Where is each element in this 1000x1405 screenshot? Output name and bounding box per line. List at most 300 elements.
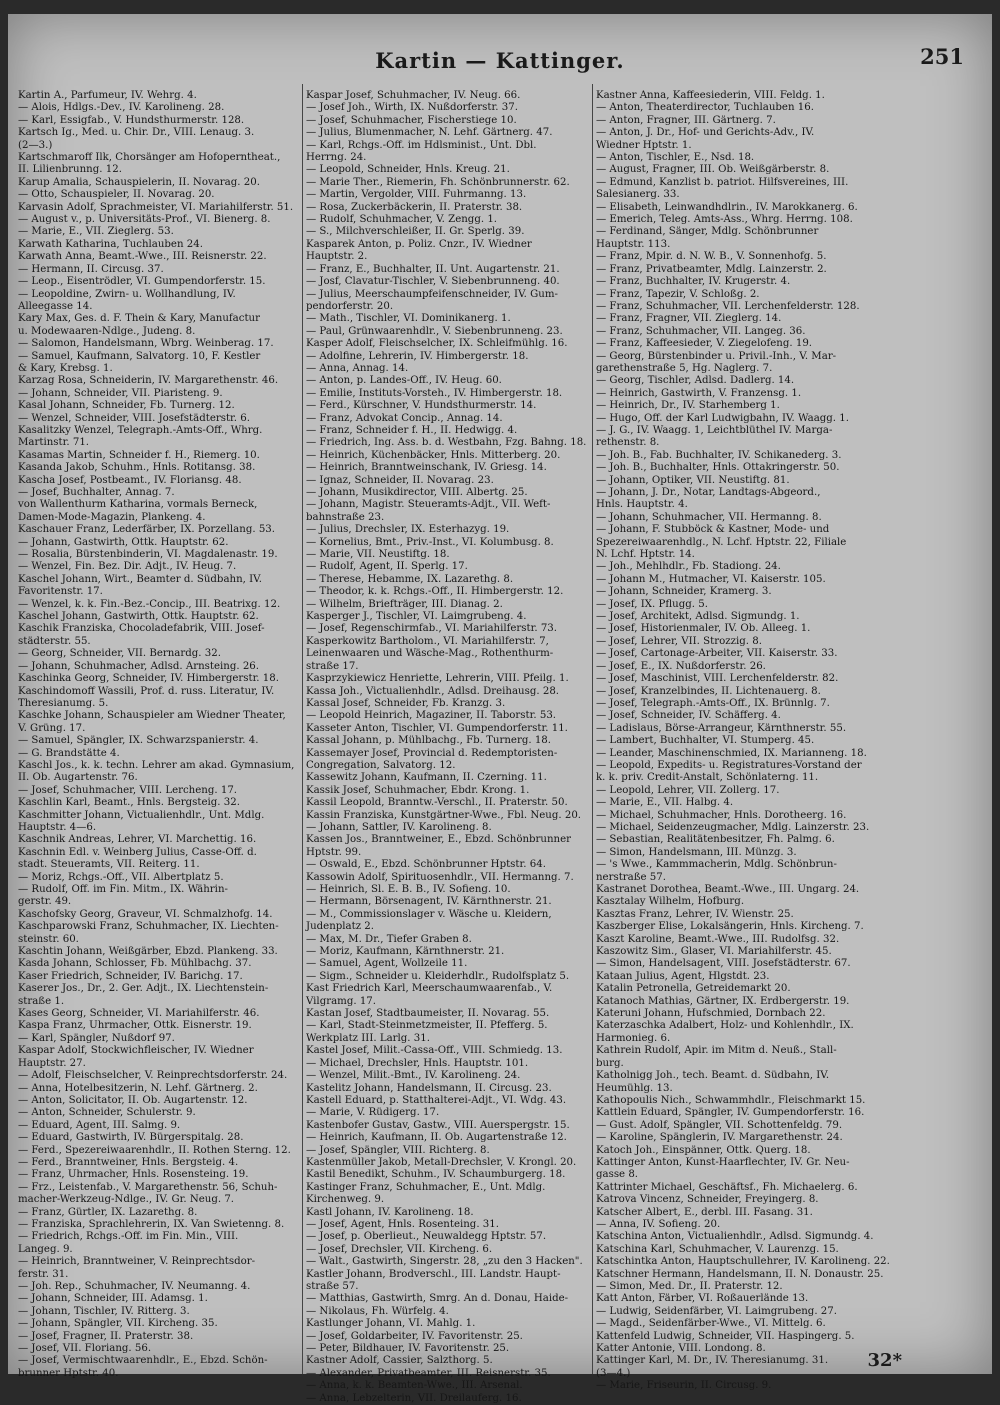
directory-entry: — Wenzel, k. k. Fin.-Bez.-Concip., III. Beatrixg. 12. xyxy=(18,598,281,610)
directory-entry: Kassik Josef, Schuhmacher, Ebdr. Krong. 1. xyxy=(306,784,530,796)
directory-entry: — Max, M. Dr., Tiefer Graben 8. xyxy=(306,933,472,945)
directory-entry: — Johann, Optiker, VII. Neustiftg. 81. xyxy=(596,474,790,486)
directory-entry: — Ferd., Kürschner, V. Hundsthurmerstr. 14. xyxy=(306,400,537,412)
directory-entry: städterstr. 55. xyxy=(18,635,91,647)
directory-entry: — Franz, Buchhalter, IV. Krugerstr. 4. xyxy=(596,276,791,288)
directory-entry: Kast Friedrich Karl, Meerschaumwaarenfab., V. xyxy=(306,983,553,995)
directory-entry: — Johann, Schneider, Kramerg. 3. xyxy=(596,586,772,598)
directory-entry: V. Grüng. 17. xyxy=(18,722,86,734)
directory-entry: Vilgramg. 17. xyxy=(306,995,377,1007)
directory-entry: — Walt., Gastwirth, Singerstr. 28, „zu den 3 Hacken". xyxy=(306,1256,583,1268)
directory-entry: Spezereiwaarenhdlg., N. Lchf. Hptstr. 22, Filiale xyxy=(596,536,847,548)
directory-entry: gerstr. 49. xyxy=(18,896,72,908)
column-3 xyxy=(596,90,896,1393)
directory-entry: — Frz., Leistenfab., V. Margarethenstr. 56, Schuh- xyxy=(18,1181,278,1193)
directory-entry: Kataan Julius, Agent, Hlgstdt. 23. xyxy=(596,970,770,982)
directory-entry: Karup Amalia, Schauspielerin, II. Novarag. 20. xyxy=(18,176,260,188)
directory-entry: Kasseter Anton, Tischler, VI. Gumpendorferstr. 11. xyxy=(306,722,568,734)
directory-entry: Kascha Josef, Postbeamt., IV. Floriansg. 48. xyxy=(18,474,242,486)
directory-entry: — Salomon, Handelsmann, Wbrg. Weinberag. 17. xyxy=(18,338,274,350)
directory-entry: Kaschmitter Johann, Victualienhdlr., Unt. Mdlg. xyxy=(18,809,265,821)
directory-entry: — Joh. B., Fab. Buchhalter, IV. Schikanederg. 3. xyxy=(596,449,842,461)
directory-entry: — G. Brandstätte 4. xyxy=(18,747,120,759)
directory-entry: — Leopold, Lehrer, VII. Zollerg. 17. xyxy=(596,784,780,796)
directory-entry: Kassowin Adolf, Spirituosenhdlr., VII. Hermanng. 7. xyxy=(306,871,574,883)
directory-entry: Katschina Karl, Schuhmacher, V. Laurenzg. 15. xyxy=(596,1243,839,1255)
directory-entry: Kasamas Martin, Schneider f. H., Riemerg. 10. xyxy=(18,449,260,461)
directory-entry: — 's Wwe., Kammmacherin, Mdlg. Schönbrun- xyxy=(596,859,837,871)
directory-entry: — Marie, Friseurin, II. Circusg. 9. xyxy=(596,1380,772,1392)
directory-entry: Kaschindomoff Wassili, Prof. d. russ. Literatur, IV. xyxy=(18,685,275,697)
directory-entry: Karzag Rosa, Schneiderin, IV. Margarethenstr. 46. xyxy=(18,375,279,387)
directory-entry: Kasda Johann, Schlosser, Fb. Mühlbachg. 37. xyxy=(18,958,252,970)
directory-entry: Kaszt Karoline, Beamt.-Wwe., III. Rudolfsg. 32. xyxy=(596,933,840,945)
directory-entry: — Wenzel, Fin. Bez. Dir. Adjt., IV. Heug. 7. xyxy=(18,561,237,573)
directory-entry: — Math., Tischler, VI. Dominikanerg. 1. xyxy=(306,313,511,325)
directory-entry: — Karl, Rchgs.-Off. im Hdlsminist., Unt. Dbl. xyxy=(306,139,537,151)
directory-entry: Harmonieg. 6. xyxy=(596,1032,671,1044)
directory-entry: — Emilie, Instituts-Vorsteh., IV. Himbergerstr. 18. xyxy=(306,387,563,399)
signature-mark: 32* xyxy=(867,1350,902,1371)
directory-entry: Kassen Jos., Branntweiner, E., Ebzd. Schönbrunner xyxy=(306,834,571,846)
directory-entry: — Josef, Architekt, Adlsd. Sigmundg. 1. xyxy=(596,611,800,623)
directory-entry: — Julius, Blumenmacher, N. Lehf. Gärtnerg. 47. xyxy=(306,127,553,139)
directory-entry: Katscher Albert, E., derbl. III. Fasang. 31. xyxy=(596,1206,813,1218)
directory-entry: Martinstr. 71. xyxy=(18,437,90,449)
directory-entry: — Heinrich, Kaufmann, II. Ob. Augartenstraße 12. xyxy=(306,1132,567,1144)
directory-entry: Kartin A., Parfumeur, IV. Wehrg. 4. xyxy=(18,90,197,101)
directory-entry: — Georg, Schneider, VII. Bernardg. 32. xyxy=(18,648,221,660)
directory-entry: Kasparek Anton, p. Poliz. Cnzr., IV. Wiedner xyxy=(306,238,532,250)
directory-entry: — Anna, k. k. Beamten-Wwe., III. Arsenal. xyxy=(306,1380,523,1392)
directory-entry: — Franz, Gürtler, IX. Lazarethg. 8. xyxy=(18,1206,198,1218)
directory-entry: — Paul, Grünwaarenhdlr., V. Siebenbrunneng. 23. xyxy=(306,325,563,337)
directory-entry: — Martin, Vergolder, VIII. Fuhrmanng. 13. xyxy=(306,189,527,201)
directory-entry: — Wilhelm, Briefträger, III. Dianag. 2. xyxy=(306,598,503,610)
directory-entry: — Franz, Kaffeesieder, V. Ziegelofeng. 19. xyxy=(596,338,813,350)
directory-entry: — Peter, Bildhauer, IV. Favoritenstr. 25. xyxy=(306,1343,510,1355)
directory-entry: — Heinrich, Branntweinschank, IV. Griesg. 14. xyxy=(306,462,547,474)
directory-entry: — Anton, Schneider, Schulerstr. 9. xyxy=(18,1107,196,1119)
directory-entry: — Josef, VII. Floriang. 56. xyxy=(18,1343,152,1355)
directory-entry: — Hermann, II. Circusg. 37. xyxy=(18,263,164,275)
directory-entry: Kaschnin Edl. v. Weinberg Julius, Casse-Off. d. xyxy=(18,846,257,858)
directory-entry: Kasanda Jakob, Schuhm., Hnls. Rotitansg. 38. xyxy=(18,462,256,474)
directory-entry: — Johann, F. Stubböck & Kastner, Mode- und xyxy=(596,524,830,536)
directory-entry: — Friedrich, Ing. Ass. b. d. Westbahn, Fzg. Bahng. 18. xyxy=(306,437,587,449)
directory-entry: — Anna, Lebzelterin, VII. Dreilauferg. 16. xyxy=(306,1392,522,1404)
directory-entry: — Nikolaus, Fh. Würfelg. 4. xyxy=(306,1305,449,1317)
directory-entry: Hnls. Hauptstr. 4. xyxy=(596,499,688,511)
directory-entry: Heumühlg. 13. xyxy=(596,1082,673,1094)
directory-entry: — Friedrich, Rchgs.-Off. im Fin. Min., VIII. xyxy=(18,1231,239,1243)
directory-entry: straße 57. xyxy=(306,1281,359,1292)
directory-entry: Katter Antonie, VIII. Londong. 8. xyxy=(596,1343,766,1355)
directory-entry: — Karl, Stadt-Steinmetzmeister, II. Pfefferg. 5. xyxy=(306,1020,548,1032)
directory-entry: Kaspar Adolf, Stockwichfleischer, IV. Wiedner xyxy=(18,1045,254,1057)
directory-entry: — Anton, Fragner, III. Gärtnerg. 7. xyxy=(596,114,776,126)
directory-entry: Karwath Katharina, Tuchlauben 24. xyxy=(18,238,203,250)
running-head: Kartin — Kattinger. xyxy=(375,48,625,73)
directory-entry: — Heinrich, Küchenbäcker, Hnls. Mitterberg. 20. xyxy=(306,449,561,461)
directory-entry: — Adolfine, Lehrerin, IV. Himbergerstr. 18. xyxy=(306,350,529,362)
directory-entry: — Magd., Seidenfärber-Wwe., VI. Mittelg. 6. xyxy=(596,1318,826,1330)
directory-entry: — Anton, Solicitator, II. Ob. Augartenstr. 12. xyxy=(18,1094,248,1106)
directory-entry: — Josef, Goldarbeiter, IV. Favoritenstr. 25. xyxy=(306,1330,523,1342)
directory-entry: — Franziska, Sprachlehrerin, IX. Van Swietenng. 8. xyxy=(18,1218,285,1230)
directory-entry: — M., Commissionslager v. Wäsche u. Kleidern, xyxy=(306,908,552,920)
directory-entry: Katalin Petronella, Getreidemarkt 20. xyxy=(596,983,791,995)
directory-entry: — Josef, Lehrer, VII. Strozzig. 8. xyxy=(596,635,762,647)
directory-entry: — Anna, IV. Sofieng. 20. xyxy=(596,1218,721,1230)
directory-entry: Katoch Joh., Einspänner, Ottk. Querg. 18. xyxy=(596,1144,811,1156)
directory-entry: — Leopold Heinrich, Magaziner, II. Taborstr. 53. xyxy=(306,710,557,722)
directory-entry: — Elisabeth, Leinwandhdlrin., IV. Marokkanerg. 6. xyxy=(596,201,858,213)
directory-entry: — Johann, Schuhmacher, VII. Hermanng. 8. xyxy=(596,511,822,523)
directory-entry: — Marie, VII. Neustiftg. 18. xyxy=(306,549,450,561)
directory-entry: Kasal Johann, Schneider, Fb. Turnerg. 12. xyxy=(18,400,235,412)
directory-entry: Kastil Benedikt, Schuhm., IV. Schaumburgerg. 18. xyxy=(306,1169,566,1181)
directory-entry: — Samuel, Kaufmann, Salvatorg. 10, F. Kestler xyxy=(18,350,261,362)
directory-entry: gasse 8. xyxy=(596,1169,639,1181)
directory-entry: Werkplatz III. Larlg. 31. xyxy=(306,1032,430,1044)
directory-entry: — Ladislaus, Börse-Arrangeur, Kärnthnerstr. 55. xyxy=(596,722,847,734)
directory-entry: — Josef, Regenschirmfab., VI. Mariahilferstr. 73. xyxy=(306,623,558,635)
directory-entry: Kartsch Ig., Med. u. Chir. Dr., VIII. Lenaug. 3. xyxy=(18,127,255,139)
directory-entry: Alleegasse 14. xyxy=(18,300,93,312)
directory-entry: brunner Hptstr. 40. xyxy=(18,1367,119,1379)
directory-entry: — Ludwig, Seidenfärber, VI. Laimgrubeng. 27. xyxy=(596,1305,837,1317)
directory-entry: — Johann, Tischler, IV. Ritterg. 3. xyxy=(18,1305,190,1317)
directory-entry: Kastner Adolf, Cassier, Salzthorg. 5. xyxy=(306,1355,493,1367)
directory-entry: Kastler Johann, Brodverschl., III. Landstr. Haupt- xyxy=(306,1268,561,1280)
directory-entry: Katholnigg Joh., tech. Beamt. d. Südbahn, IV. xyxy=(596,1070,830,1082)
directory-entry: Kaspar Josef, Schuhmacher, IV. Neug. 66. xyxy=(306,90,521,101)
directory-entry: — Therese, Hebamme, IX. Lazarethg. 8. xyxy=(306,573,514,585)
directory-entry: Kases Georg, Schneider, VI. Mariahilferstr. 46. xyxy=(18,1008,260,1020)
directory-entry: Katerzaschka Adalbert, Holz- und Kohlenhdlr., IX. xyxy=(596,1020,854,1032)
directory-entry: Kaschtin Johann, Weißgärber, Ebzd. Plankeng. 33. xyxy=(18,946,278,958)
directory-entry: — Anton, Theaterdirector, Tuchlauben 16. xyxy=(596,102,814,114)
directory-entry: Kirchenweg. 9. xyxy=(306,1194,385,1206)
directory-entry: Katt Anton, Färber, VI. Roßauerlände 13. xyxy=(596,1293,809,1305)
directory-entry: II. Lilienbrunng. 12. xyxy=(18,164,122,176)
directory-entry: Kaschel Johann, Gastwirth, Ottk. Hauptstr. 62. xyxy=(18,611,259,623)
directory-entry: — Anton, J. Dr., Hof- und Gerichts-Adv., IV. xyxy=(596,127,815,139)
column-2 xyxy=(306,90,596,1405)
directory-entry: — Marie, E., VII. Zieglerg. 53. xyxy=(18,226,174,238)
directory-entry: — Joh., Mehlhdlr., Fb. Stadiong. 24. xyxy=(596,561,781,573)
directory-entry: Kaschinka Georg, Schneider, IV. Himbergerstr. 18. xyxy=(18,673,279,685)
directory-entry: — Moriz, Rchgs.-Off., VII. Albertplatz 5. xyxy=(18,871,224,883)
directory-entry: — Rosa, Zuckerbäckerin, II. Praterstr. 38. xyxy=(306,201,523,213)
directory-entry: — Theodor, k. k. Rchgs.-Off., II. Himbergerstr. 12. xyxy=(306,586,564,598)
directory-entry: — Josef Joh., Wirth, IX. Nußdorferstr. 37. xyxy=(306,102,518,114)
directory-entry: — Franz, Schneider f. H., II. Hedwigg. 4. xyxy=(306,424,518,436)
directory-entry: — Franz, Fragner, VII. Zieglerg. 14. xyxy=(596,313,782,325)
directory-entry: Katschintka Anton, Hauptschullehrer, IV. Karolineng. 22. xyxy=(596,1256,890,1268)
directory-entry: Leinenwaaren und Wäsche-Mag., Rothenthurm- xyxy=(306,648,554,660)
directory-entry: — Alexander, Privatbeamter, III. Reisnerstr. 35. xyxy=(306,1367,551,1379)
directory-entry: — Adolf, Fleischselcher, V. Reinprechtsdorferstr. 24. xyxy=(18,1070,288,1082)
directory-entry: — Sigm., Schneider u. Kleiderhdlr., Rudolfsplatz 5. xyxy=(306,970,570,982)
directory-entry: Kasperkowitz Bartholom., VI. Mariahilferstr. 7, xyxy=(306,635,549,647)
directory-entry: Hauptstr. 27. xyxy=(18,1057,86,1069)
directory-entry: — Leopoldine, Zwirn- u. Wollhandlung, IV. xyxy=(18,288,236,300)
directory-entry: — Gust. Adolf, Spängler, VII. Schottenfeldg. 79. xyxy=(596,1119,843,1131)
directory-entry: Kastel Josef, Milit.-Cassa-Off., VIII. Schmiedg. 13. xyxy=(306,1045,563,1057)
directory-entry: — Franz, Privatbeamter, Mdlg. Lainzerstr. 2. xyxy=(596,263,827,275)
directory-entry: — Josef, Historienmaler, IV. Ob. Alleeg. 1. xyxy=(596,623,811,635)
directory-entry: Kastlunger Johann, VI. Mahlg. 1. xyxy=(306,1318,476,1330)
directory-entry: — Matthias, Gastwirth, Smrg. An d. Donau, Haide- xyxy=(306,1293,569,1305)
directory-entry: — Josef, Agent, Hnls. Rosenteing. 31. xyxy=(306,1218,499,1230)
directory-entry: Kassemayer Josef, Provincial d. Redemptoristen- xyxy=(306,747,558,759)
directory-entry: — Moriz, Kaufmann, Kärnthnerstr. 21. xyxy=(306,946,505,958)
directory-entry: Kassewitz Johann, Kaufmann, II. Czerning. 11. xyxy=(306,772,547,784)
directory-entry: Langeg. 9. xyxy=(18,1243,73,1255)
directory-entry: — Joh. B., Buchhalter, Hnls. Ottakringerstr. 50. xyxy=(596,462,840,474)
directory-entry: Kaschke Johann, Schauspieler am Wiedner Theater, xyxy=(18,710,286,722)
directory-entry: Kateruni Johann, Hufschmied, Dornbach 22. xyxy=(596,1008,826,1020)
directory-entry: Kathrein Rudolf, Apir. im Mitm d. Neuß., Stall- xyxy=(596,1045,837,1057)
directory-entry: — Franz, E., Buchhalter, II. Unt. Augartenstr. 21. xyxy=(306,263,560,275)
directory-entry: Judenplatz 2. xyxy=(306,921,375,933)
directory-entry: — August, Fragner, III. Ob. Weißgärberstr. 8. xyxy=(596,164,830,176)
directory-entry: Favoritenstr. 17. xyxy=(18,586,103,598)
directory-entry: — Rudolf, Agent, II. Sperlg. 17. xyxy=(306,561,468,573)
directory-entry: — Franz, Uhrmacher, Hnls. Rosensteing. 19. xyxy=(18,1169,249,1181)
directory-entry: — Ignaz, Schneider, II. Novarag. 23. xyxy=(306,474,494,486)
directory-entry: — Josef, Schneider, IV. Schäfferg. 4. xyxy=(596,710,781,722)
directory-entry: ferstr. 31. xyxy=(18,1268,69,1280)
directory-entry: — Otto, Schauspieler, II. Novarag. 20. xyxy=(18,189,215,201)
directory-entry: — Josef, Telegraph.-Amts-Off., IX. Brünnlg. 7. xyxy=(596,697,830,709)
directory-entry: Kassil Leopold, Branntw.-Verschl., II. Praterstr. 50. xyxy=(306,797,568,809)
directory-entry: — Josef, Schuhmacher, VIII. Lercheng. 17. xyxy=(18,784,238,796)
directory-entry: — Franz, Schuhmacher, VII. Langeg. 36. xyxy=(596,325,806,337)
directory-entry: Damen-Mode-Magazin, Plankeng. 4. xyxy=(18,511,206,523)
directory-entry: — Franz, Schuhmacher, VII. Lerchenfelderstr. 128. xyxy=(596,300,860,312)
directory-entry: — Hermann, Börsenagent, IV. Kärnthnerstr. 21. xyxy=(306,896,552,908)
directory-entry: — Johann, Schuhmacher, Adlsd. Arnsteing. 26. xyxy=(18,660,260,672)
directory-entry: — Leopold, Schneider, Hnls. Kreug. 21. xyxy=(306,164,510,176)
directory-entry: & Kary, Krebsg. 1. xyxy=(18,362,113,374)
directory-entry: pendorferstr. 20. xyxy=(306,300,394,312)
directory-entry: — Karoline, Spänglerin, IV. Margarethenstr. 24. xyxy=(596,1132,843,1144)
directory-entry: — Josef, Drechsler, VII. Kircheng. 6. xyxy=(306,1243,493,1255)
directory-entry: Kassin Franziska, Kunstgärtner-Wwe., Fbl. Neug. 20. xyxy=(306,809,582,821)
directory-entry: Kattenfeld Ludwig, Schneider, VII. Haspingerg. 5. xyxy=(596,1330,855,1342)
directory-entry: Kattinger Anton, Kunst-Haarflechter, IV. Gr. Neu- xyxy=(596,1156,850,1168)
directory-entry: — Sebastian, Realitätenbesitzer, Fh. Palmg. 6. xyxy=(596,834,835,846)
directory-entry: — Simon, Handelsagent, VIII. Josefstädterstr. 67. xyxy=(596,958,851,970)
directory-entry: Katanoch Mathias, Gärtner, IX. Erdbergerstr. 19. xyxy=(596,995,850,1007)
directory-entry: Kaspa Franz, Uhrmacher, Ottk. Eisnerstr. 19. xyxy=(18,1020,252,1032)
directory-entry: Kastl Johann, IV. Karolineng. 18. xyxy=(306,1206,474,1218)
directory-entry: — Julius, Drechsler, IX. Esterhazyg. 19. xyxy=(306,524,510,536)
directory-entry: Kasalitzky Wenzel, Telegraph.-Amts-Off., Whrg. xyxy=(18,424,263,436)
directory-entry: (2—3.) xyxy=(18,139,53,151)
directory-entry: — Johann, Schneider, III. Adamsg. 1. xyxy=(18,1293,208,1305)
directory-entry: Kathopoulis Nich., Schwammhdlr., Fleischmarkt 15. xyxy=(596,1094,866,1106)
directory-entry: — Rosalia, Bürstenbinderin, VI. Magdalenastr. 19. xyxy=(18,549,278,561)
directory-entry: — Heinrich, Gastwirth, V. Franzensg. 1. xyxy=(596,387,802,399)
directory-entry: — Johann, Spängler, VII. Kircheng. 35. xyxy=(18,1318,218,1330)
directory-entry: — Ferdinand, Sänger, Mdlg. Schönbrunner xyxy=(596,226,819,238)
directory-entry: — Anton, p. Landes-Off., IV. Heug. 60. xyxy=(306,375,502,387)
directory-entry: Kaserer Jos., Dr., 2. Ger. Adjt., IX. Liechtenstein- xyxy=(18,983,269,995)
directory-entry: — Michael, Seidenzeugmacher, Mdlg. Lainzerstr. 23. xyxy=(596,821,870,833)
directory-entry: — Leopold, Expedits- u. Registratures-Vorstand der xyxy=(596,759,862,771)
directory-entry: II. Ob. Augartenstr. 76. xyxy=(18,772,138,784)
directory-entry: — Johann, Magistr. Steueramts-Adjt., VII. Weft- xyxy=(306,499,551,511)
directory-entry: — Johann, Musikdirector, VIII. Albertg. 25. xyxy=(306,487,528,498)
directory-entry: Hauptstr. 4—6. xyxy=(18,821,97,833)
directory-entry: — Anna, Hotelbesitzerin, N. Lehf. Gärtnerg. 2. xyxy=(18,1082,258,1094)
directory-entry: — Emerich, Teleg. Amts-Ass., Whrg. Herrng. 108. xyxy=(596,214,853,226)
directory-entry: Kaschel Johann, Wirt., Beamter d. Südbahn, IV. xyxy=(18,573,262,585)
directory-entry: Kaszberger Elise, Lokalsängerin, Hnls. Kircheng. 7. xyxy=(596,921,864,933)
directory-entry: Kastranet Dorothea, Beamt.-Wwe., III. Ungarg. 24. xyxy=(596,884,860,895)
directory-entry: — Franz, Tapezir, V. Schloßg. 2. xyxy=(596,288,760,300)
directory-entry: Kaschl Jos., k. k. techn. Lehrer am akad. Gymnasium, xyxy=(18,759,295,771)
directory-entry: burg. xyxy=(596,1057,624,1069)
directory-entry: — Marie, E., VII. Halbg. 4. xyxy=(596,797,734,809)
directory-entry: bahnstraße 23. xyxy=(306,511,385,523)
directory-entry: Kaschlin Karl, Beamt., Hnls. Bergsteig. 32. xyxy=(18,797,240,809)
directory-entry: — Franz, Advokat Concip., Annag. 14. xyxy=(306,412,503,424)
directory-entry: Kasprzykiewicz Henriette, Lehrerin, VIII. Pfeilg. 1. xyxy=(306,673,569,685)
directory-entry: — Samuel, Spängler, IX. Schwarzspanierstr. 4. xyxy=(18,735,259,747)
directory-entry: Kattrinter Michael, Geschäftsf., Fh. Michaelerg. 6. xyxy=(596,1181,858,1193)
directory-entry: Kastinger Franz, Schuhmacher, E., Unt. Mdlg. xyxy=(306,1181,546,1193)
directory-entry: Hauptstr. 113. xyxy=(596,238,671,250)
directory-entry: — Oswald, E., Ebzd. Schönbrunner Hptstr. 64. xyxy=(306,859,546,871)
directory-page xyxy=(8,14,992,1404)
directory-entry: — Heinrich, Dr., IV. Starhemberg 1. xyxy=(596,400,780,412)
directory-entry: — Johann, Schneider, VII. Piaristeng. 9. xyxy=(18,387,223,399)
directory-entry: — J. G., IV. Waagg. 1, Leichtblüthel IV. Marga- xyxy=(596,424,833,436)
directory-entry: Hauptstr. 2. xyxy=(306,251,368,263)
directory-entry: — Edmund, Kanzlist b. patriot. Hilfsvereines, III. xyxy=(596,176,849,188)
directory-entry: Kaschnik Andreas, Lehrer, VI. Marchettig. 16. xyxy=(18,834,257,846)
directory-entry: — Samuel, Agent, Wollzeile 11. xyxy=(306,958,468,970)
directory-entry: — Michael, Drechsler, Hnls. Hauptstr. 101. xyxy=(306,1057,529,1069)
directory-entry: Kastelitz Johann, Handelsmann, II. Circusg. 23. xyxy=(306,1082,552,1094)
directory-entry: — Johann, J. Dr., Notar, Landtags-Abgeord., xyxy=(596,487,821,498)
directory-entry: Theresianumg. 5. xyxy=(18,697,109,709)
page-number: 251 xyxy=(920,44,964,69)
directory-entry: — Leander, Maschinenschmied, IX. Marianneng. 18. xyxy=(596,747,867,759)
directory-entry: N. Lchf. Hptstr. 14. xyxy=(596,549,695,561)
directory-entry: — Josef, Schuhmacher, Fischerstiege 10. xyxy=(306,114,517,126)
directory-entry: — Josef, IX. Pflugg. 5. xyxy=(596,598,708,610)
directory-entry: (3—4.) xyxy=(596,1367,631,1379)
directory-entry: straße 17. xyxy=(306,660,359,672)
directory-entry: — Rudolf, Off. im Fin. Mitm., IX. Währin- xyxy=(18,884,228,895)
directory-entry: — Josef, Vermischtwaarenhdlr., E., Ebzd. Schön- xyxy=(18,1355,268,1367)
directory-entry: — Joh. Rep., Schuhmacher, IV. Neumanng. 4. xyxy=(18,1281,251,1292)
directory-entry: — Hugo, Off. der Karl Ludwigbahn, IV. Waagg. 1. xyxy=(596,412,850,424)
directory-entry: rethenstr. 8. xyxy=(596,437,660,449)
directory-entry: von Wallenthurm Katharina, vormals Berneck, xyxy=(18,499,258,511)
directory-entry: Kaschauer Franz, Lederfärber, IX. Porzellang. 53. xyxy=(18,524,276,536)
directory-entry: Kastner Anna, Kaffeesiederin, VIII. Feldg. 1. xyxy=(596,90,825,101)
directory-entry: Congregation, Salvatorg. 12. xyxy=(306,759,456,771)
directory-entry: Kaschik Franziska, Chocoladefabrik, VIII. Josef- xyxy=(18,623,265,635)
directory-entry: stadt. Steueramts, VII. Reiterg. 11. xyxy=(18,859,200,871)
directory-entry: — Lambert, Buchhalter, VI. Stumperg. 45. xyxy=(596,735,815,747)
directory-entry: k. k. priv. Credit-Anstalt, Schönlaterng. 11. xyxy=(596,772,819,784)
directory-entry: Kasztalay Wilhelm, Hofburg. xyxy=(596,896,745,908)
directory-entry: Kastenbofer Gustav, Gastw., VIII. Auerspergstr. 15. xyxy=(306,1119,570,1131)
directory-entry: — Wenzel, Schneider, VIII. Josefstädterstr. 6. xyxy=(18,412,250,424)
directory-entry: Kasperger J., Tischler, VI. Laimgrubeng. 4. xyxy=(306,611,527,623)
directory-entry: — Simon, Med. Dr., II. Praterstr. 12. xyxy=(596,1281,783,1292)
directory-entry: Kasztas Franz, Lehrer, IV. Wienstr. 25. xyxy=(596,908,794,920)
directory-entry: Kary Max, Ges. d. F. Thein & Kary, Manufactur xyxy=(18,313,260,325)
directory-entry: Salesianerg. 33. xyxy=(596,189,680,201)
directory-entry: — Josef, Fragner, II. Praterstr. 38. xyxy=(18,1330,194,1342)
directory-entry: — Julius, Meerschaumpfeifenschneider, IV. Gum- xyxy=(306,288,558,300)
directory-entry: — Josef, E., IX. Nußdorferstr. 26. xyxy=(596,660,766,672)
directory-entry: Karvasin Adolf, Sprachmeister, VI. Mariahilferstr. 51. xyxy=(18,201,294,213)
directory-entry: — Ferd., Branntweiner, Hnls. Bergsteig. 4. xyxy=(18,1156,239,1168)
directory-entry: Herrng. 24. xyxy=(306,152,367,164)
directory-entry: — Johann, Sattler, IV. Karolineng. 8. xyxy=(306,821,492,833)
directory-entry: Kassal Josef, Schneider, Fb. Kranzg. 3. xyxy=(306,697,506,709)
directory-entry: Wiedner Hptstr. 1. xyxy=(596,139,692,151)
directory-entry: steinstr. 60. xyxy=(18,933,79,945)
directory-entry: Katschina Anton, Victualienhdlr., Adlsd. Sigmundg. 4. xyxy=(596,1231,874,1243)
directory-entry: Katschner Hermann, Handelsmann, II. N. Donaustr. 25. xyxy=(596,1268,884,1280)
directory-entry: — Josef, p. Oberlieut., Neuwaldegg Hptstr. 57. xyxy=(306,1231,547,1243)
directory-entry: Hptstr. 99. xyxy=(306,846,362,858)
directory-entry: — Karl, Spängler, Nußdorf 97. xyxy=(18,1032,175,1044)
directory-entry: Kastell Eduard, p. Statthalterei-Adjt., VI. Wdg. 43. xyxy=(306,1094,567,1106)
directory-entry: — Georg, Bürstenbinder u. Privil.-Inh., V. Mar- xyxy=(596,350,837,362)
directory-entry: — Eduard, Gastwirth, IV. Bürgerspitalg. 28. xyxy=(18,1132,244,1144)
directory-entry: — Heinrich, Branntweiner, V. Reinprechtsdor- xyxy=(18,1256,256,1268)
directory-entry: Karwath Anna, Beamt.-Wwe., III. Reisnerstr. 22. xyxy=(18,251,267,263)
directory-entry: Kaser Friedrich, Schneider, IV. Barichg. 17. xyxy=(18,970,243,982)
directory-entry: Kasper Adolf, Fleischselcher, IX. Schleifmühlg. 16. xyxy=(306,338,568,350)
directory-entry: — Josef, Buchhalter, Annag. 7. xyxy=(18,487,175,498)
directory-entry: — Rudolf, Schuhmacher, V. Zengg. 1. xyxy=(306,214,498,226)
directory-entry: — Georg, Tischler, Adlsd. Dadlerg. 14. xyxy=(596,375,795,387)
directory-entry: Kassa Joh., Victualienhdlr., Adlsd. Dreihausg. 28. xyxy=(306,685,560,697)
column-1 xyxy=(18,90,308,1380)
directory-entry: Kaschparowski Franz, Schuhmacher, IX. Liechten- xyxy=(18,921,279,933)
directory-entry: — Josef, Kranzelbindes, II. Lichtenauerg. 8. xyxy=(596,685,821,697)
directory-entry: Kaschofsky Georg, Graveur, VI. Schmalzhofg. 14. xyxy=(18,908,273,920)
directory-entry: — Josef, Maschinist, VIII. Lerchenfelderstr. 82. xyxy=(596,673,839,685)
directory-entry: macher-Werkzeug-Ndlge., IV. Gr. Neug. 7. xyxy=(18,1194,235,1206)
directory-entry: — S., Milchverschleißer, II. Gr. Sperlg. 39. xyxy=(306,226,525,238)
directory-entry: — Ferd., Spezereiwaarenhdlr., II. Rothen Sterng. 12. xyxy=(18,1144,291,1156)
directory-entry: — Josef, Spängler, VIII. Richterg. 8. xyxy=(306,1144,490,1156)
directory-entry: Kaszowitz Sim., Glaser, VI. Mariahilferstr. 45. xyxy=(596,946,832,958)
directory-entry: — Josf, Clavatur-Tischler, V. Siebenbrunneng. 40. xyxy=(306,276,560,288)
directory-entry: u. Modewaaren-Ndlge., Judeng. 8. xyxy=(18,325,196,337)
directory-entry: — August v., p. Universitäts-Prof., VI. Bienerg. 8. xyxy=(18,214,271,226)
directory-entry: Kastenmüller Jakob, Metall-Drechsler, V. Krongl. 20. xyxy=(306,1156,577,1168)
directory-entry: — Wenzel, Milit.-Bmt., IV. Karolineng. 24. xyxy=(306,1070,521,1082)
directory-entry: — Leop., Eisentrödler, VI. Gumpendorferstr. 15. xyxy=(18,276,266,288)
directory-entry: — Heinrich, Sl. E. B. B., IV. Sofieng. 10. xyxy=(306,884,511,895)
directory-entry: — Kornelius, Bmt., Priv.-Inst., VI. Kolumbusg. 8. xyxy=(306,536,554,548)
